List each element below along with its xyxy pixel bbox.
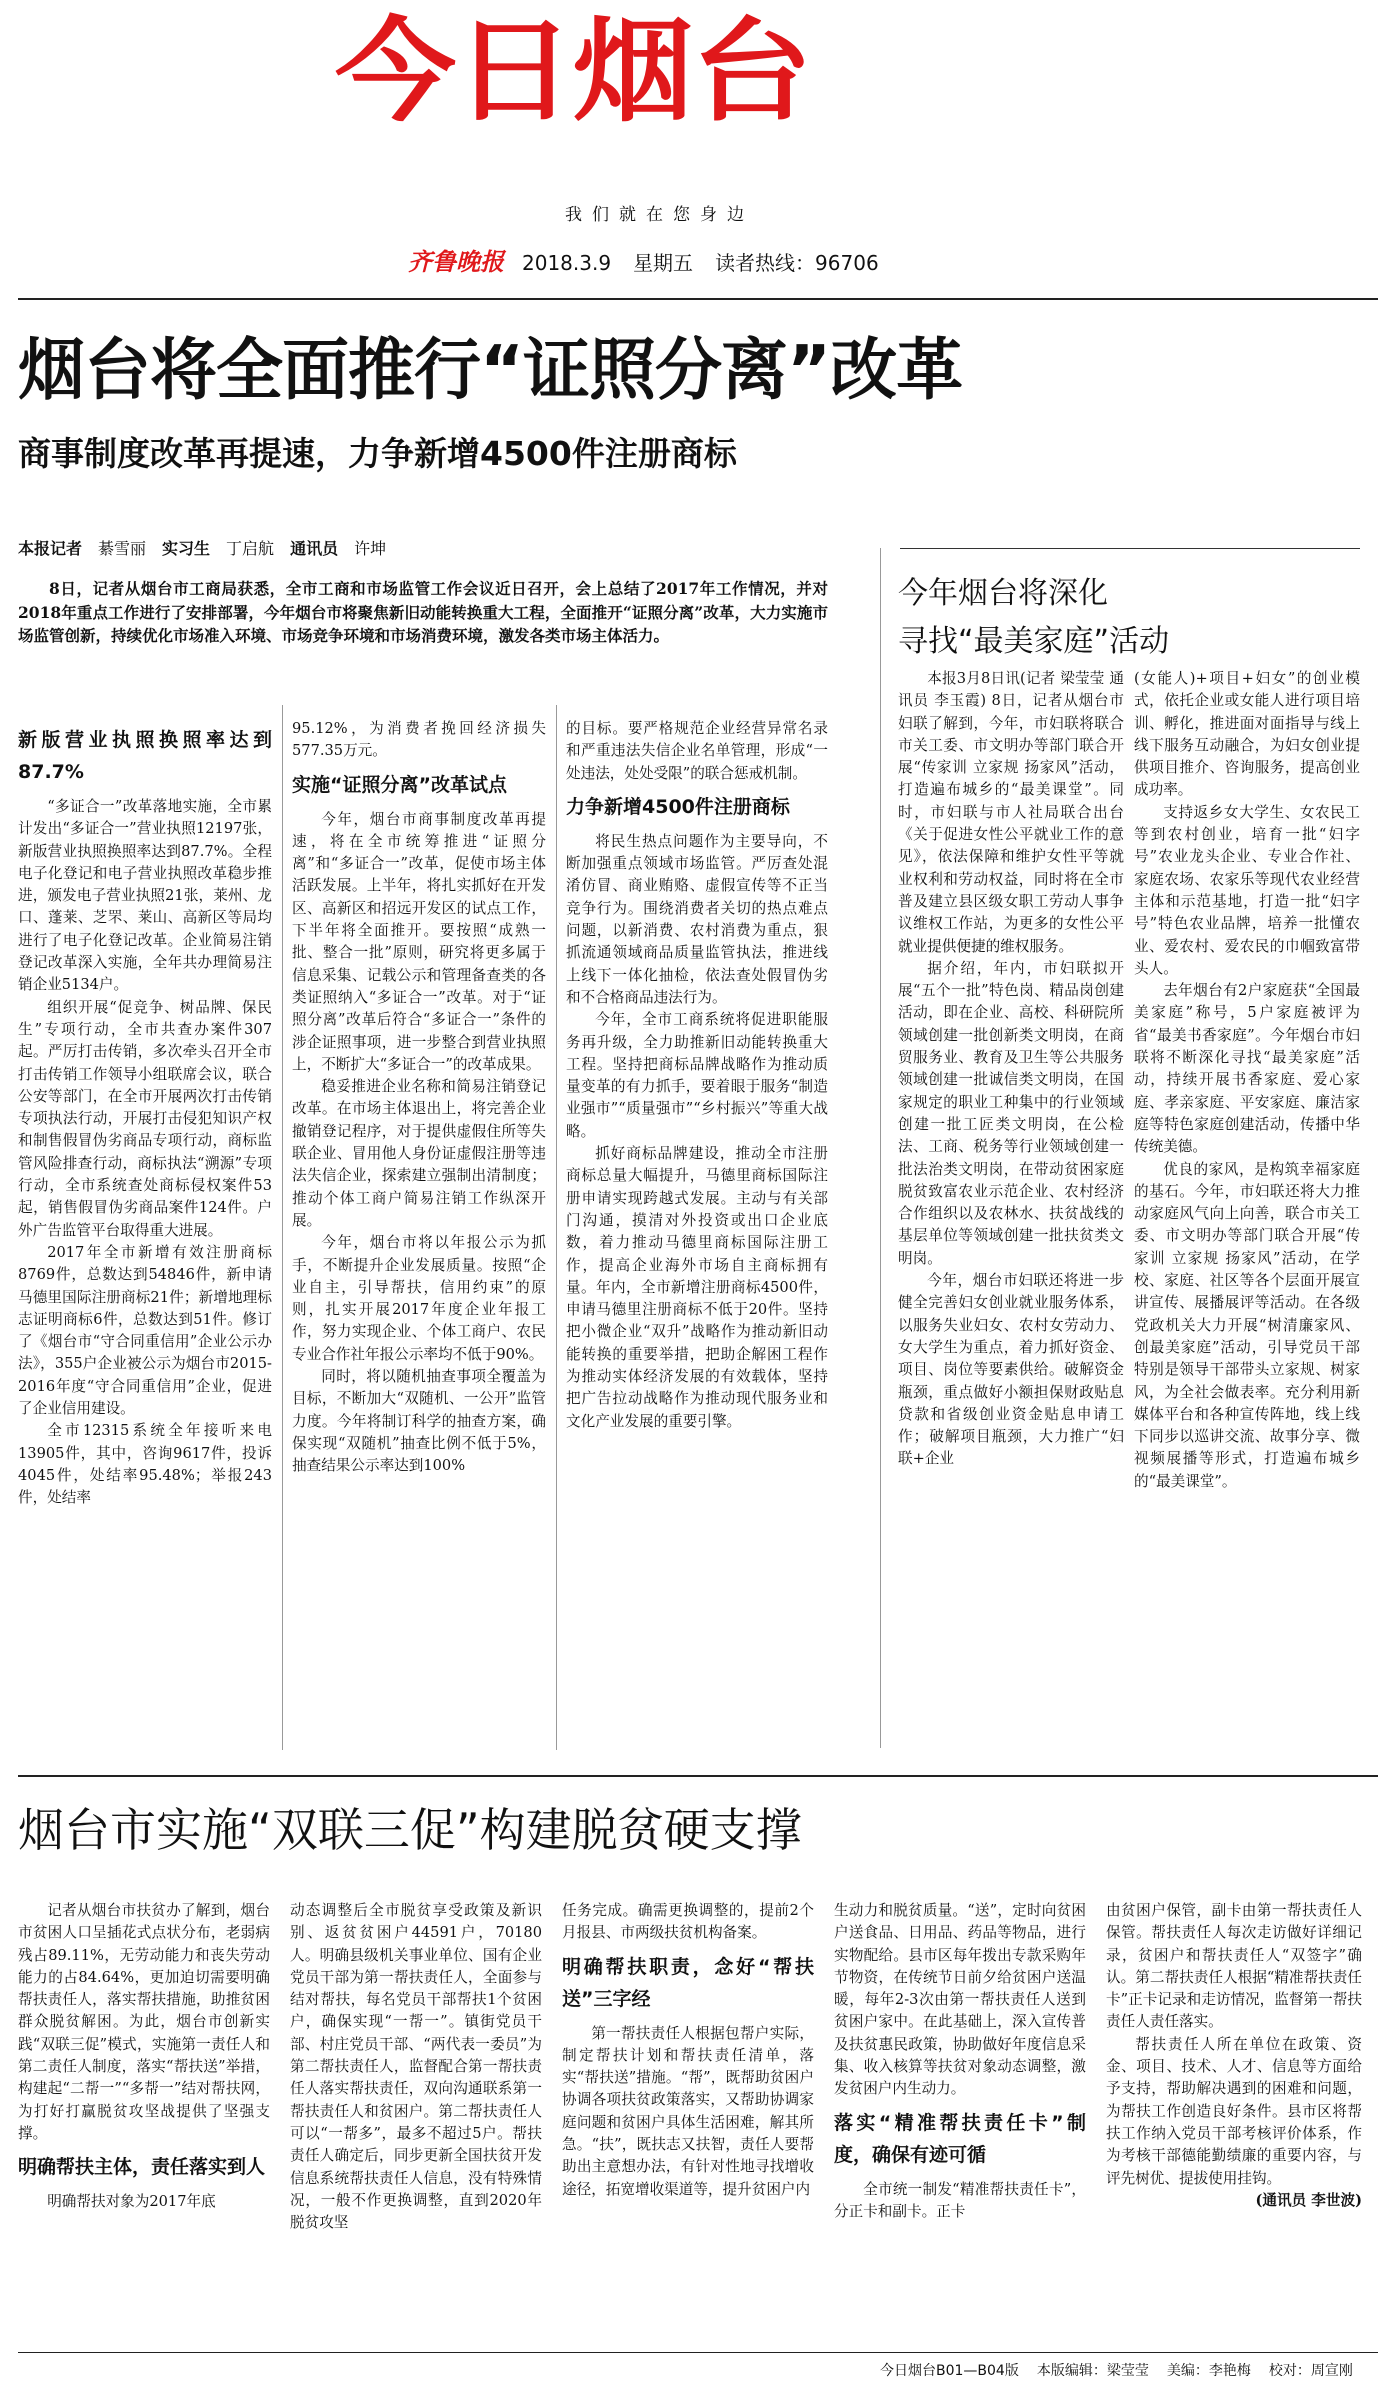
- paragraph: 组织开展“促竞争、树品牌、保民生”专项行动，全市共查办案件307起。严厉打击传销，多次牵头召开全市打击传销工作领导小组联席会议，联合公安等部门，在全市开展两次打击传销专项执法行动，开展打击侵犯知识产权和制售假冒伪劣商品专项行动，商标监管风险排查行动，商标执法“溯源”专项行动，全市系统查处商标侵权案件53起，销售假冒伪劣商品案件124件。户外广告监管平台取得重大进展。: [18, 998, 272, 1239]
- paragraph: (女能人)+项目+妇女”的创业模式，依托企业或女能人进行项目培训、孵化，推进面对面指导与线上线下服务互动融合，为妇女创业提供项目推介、咨询服务，提高创业成功率。: [1134, 670, 1360, 799]
- byline-name: 綦雪丽: [98, 539, 147, 558]
- second-column-3: [562, 1900, 814, 2345]
- lead-paragraph: 8日，记者从烟台市工商局获悉，全市工商和市场监管工作会议近日召开，会上总结了2017年工作情况，并对2018年重点工作进行了安排部署，今年烟台市将聚焦新旧动能转换重大工程，全面推开“证照分离”改革，大力实施市场监管创新，持续优化市场准入环境、市场竞争环境和市场消费环境，激发各类市场主体活力。: [18, 579, 828, 645]
- paragraph: 今年，全市工商系统将促进职能服务再升级，全力助推新旧动能转换重大工程。坚持把商标品牌战略作为推动质量变革的有力抓手，要着眼于服务“制造业强市”“质量强市”“乡村振兴”等重大战略。: [566, 1011, 828, 1140]
- paragraph: 将民生热点问题作为主要导向，不断加强重点领域市场监管。严厉查处混淆仿冒、商业贿赂、虚假宣传等不正当竞争行为。围绕消费者关切的热点难点问题，以新消费、农村消费为重点，狠抓流通领域商品质量监管执法，推进线上线下一体化抽检，依法查处假冒伪劣和不合格商品违法行为。: [566, 832, 828, 1006]
- side-headline-line2: 寻找“最美家庭”活动: [898, 624, 1170, 659]
- side-headline: [898, 570, 1368, 666]
- paragraph: 同时，将以随机抽查事项全覆盖为目标，不断加大“双随机、一公开”监管力度。今年将制订科学的抽查方案，确保实现“双随机”抽查比例不低于5%，抽查结果公示率达到100%: [292, 1368, 546, 1475]
- paragraph: 帮扶责任人所在单位在政策、资金、项目、技术、人才、信息等方面给予支持，帮助解决遇到的困难和问题，为帮扶工作创造良好条件。县市区将帮扶工作纳入党员干部考核评价体系，作为考核干部德能勤绩廉的重要内容，与评先树优、提拔使用挂钩。: [1106, 2035, 1362, 2187]
- reader-hotline: 读者热线：96706: [715, 251, 879, 275]
- byline-name: 丁启航: [226, 539, 275, 558]
- paragraph: 2017年全市新增有效注册商标8769件，总数达到54846件，新申请马德里国际注册商标21件；新增地理标志证明商标6件，总数达到51件。修订了《烟台市“守合同重信用”企业公示办法》，355户企业被公示为烟台市2015-2016年度“守合同重信用”企业，促进了企业信用建设。: [18, 1243, 272, 1418]
- main-byline: [18, 536, 402, 559]
- paragraph: 抓好商标品牌建设，推动全市注册商标总量大幅提升，马德里商标国际注册申请实现跨越式发展。主动与有关部门沟通，摸清对外投资或出口企业底数，着力推动马德里商标国际注册工作，提高企业海外市场自主商标拥有量。年内，全市新增注册商标4500件，申请马德里注册商标不低于20件。坚持把小微企业“双升”战略作为推动新旧动能转换的重要举措，把助企解困工程作为推动实体经济发展的有效载体，坚持把广告拉动战略作为推动现代服务业和文化产业发展的重要引擎。: [566, 1145, 828, 1430]
- main-lead: [18, 577, 828, 648]
- second-headline: 烟台市实施“双联三促”构建脱贫硬支撑: [18, 1803, 802, 1857]
- paper-name: 齐鲁晚报: [408, 247, 504, 276]
- paragraph: 全市12315系统全年接听来电13905件，其中，咨询9617件，投诉4045件，处结率95.48%；举报243件，处结率: [18, 1422, 272, 1507]
- second-column-4: [834, 1900, 1086, 2345]
- paragraph: 今年，烟台市商事制度改革再提速，将在全市统筹推进“证照分离”和“多证合一”改革，促使市场主体活跃发展。上半年，将扎实抓好在开发区、高新区和招远开发区的试点工作，下半年将全面推开。要按照“成熟一批、整合一批”原则，研究将更多属于信息采集、记载公示和管理备查类的各类证照纳入“多证合一”改革。对于“证照分离”改革后符合“多证合一”条件的涉企证照事项，进一步整合到营业执照上，不断扩大“多证合一”的改革成果。: [292, 810, 546, 1073]
- column-divider: [282, 705, 283, 1750]
- paragraph: 的目标。要严格规范企业经营异常名录和严重违法失信企业名单管理，形成“一处违法，处处受限”的联合惩戒机制。: [566, 720, 828, 782]
- masthead-logo: 今日烟台: [335, 7, 811, 137]
- paragraph: 稳妥推进企业名称和简易注销登记改革。在市场主体退出上，将完善企业撤销登记程序，对于提供虚假住所等失联企业、冒用他人身份证虚假注册等违法失信企业，探索建立强制出清制度；推动个体工商户简易注销工作纵深开展。: [292, 1078, 546, 1229]
- side-divider: [880, 548, 881, 1748]
- mid-divider: [18, 1775, 1378, 1777]
- paragraph: 全市统一制发“精准帮扶责任卡”，分正卡和副卡。正卡: [834, 2180, 1086, 2220]
- side-column-2: [1134, 668, 1360, 1748]
- paragraph: 今年，烟台市将以年报公示为抓手，不断提升企业发展质量。按照“企业自主，引导帮扶，信用约束”的原则，扎实开展2017年度企业年报工作，努力实现企业、个体工商户、农民专业合作社年报公示率均不低于90%。: [292, 1234, 546, 1363]
- byline-name: 许坤: [354, 539, 387, 558]
- paragraph: 由贫困户保管，副卡由第一帮扶责任人保管。帮扶责任人每次走访做好详细记录，贫困户和帮扶责任人“双签字”确认。第二帮扶责任人根据“精准帮扶责任卡”正卡记录和走访情况，监督第一帮扶责任人责任落实。: [1106, 1902, 1362, 2031]
- paragraph: 任务完成。确需更换调整的，提前2个月报县、市两级扶贫机构备案。: [562, 1902, 814, 1942]
- side-headline-line1: 今年烟台将深化: [898, 576, 1108, 611]
- footer-rule: [18, 2352, 1378, 2353]
- paragraph: 明确帮扶对象为2017年底: [47, 2193, 216, 2211]
- masthead-slogan: 我们就在您身边: [565, 205, 754, 225]
- paragraph: 支持返乡女大学生、女农民工等到农村创业，培育一批“妇字号”农业龙头企业、专业合作社、家庭农场、农家乐等现代农业经营主体和示范基地，打造一批“妇字号”特色农业品牌，培养一批懂农业、爱农村、爱农民的巾帼致富带头人。: [1134, 803, 1360, 977]
- column-divider: [556, 705, 557, 1750]
- footer-editor: 本版编辑：梁莹莹: [1036, 2363, 1149, 2379]
- main-column-3: [566, 718, 828, 1748]
- second-column-2: [290, 1900, 542, 2345]
- masthead-info: [408, 242, 901, 277]
- byline-role: 通讯员: [290, 539, 339, 558]
- paragraph: “多证合一”改革落地实施，全市累计发出“多证合一”营业执照12197张，新版营业执照换照率达到87.7%。全程电子化登记和电子营业执照改革稳步推进，颁发电子营业执照21张，莱州、龙口、蓬莱、芝罘、莱山、高新区等局均进行了电子化登记改革。企业简易注销登记改革深入实施，全年共办理简易注销企业5134户。: [18, 798, 272, 994]
- second-column-5: [1106, 1900, 1362, 2345]
- top-divider: [18, 298, 1378, 300]
- main-headline: 烟台将全面推行“证照分离”改革: [18, 331, 963, 409]
- side-column-1: [898, 668, 1124, 1748]
- paragraph: 优良的家风，是构筑幸福家庭的基石。今年，市妇联还将大力推动家庭风气向上向善，联合市关工委、市文明办等部门联合开展“传家训 立家规 扬家风”活动，在学校、家庭、社区等各个层面开展宣讲宣传、展播展评等活动。在各级党政机关大力开展“树清廉家风、创最美家庭”活动，引导党员干部特别是领导干部带头立家规、树家风，为全社会做表率。充分利用新媒体平台和各种宣传阵地，线上线下同步以巡讲交流、故事分享、微视频展播等形式，打造遍布城乡的“最美课堂”。: [1134, 1160, 1360, 1490]
- section-heading: 明确帮扶职责，念好“帮扶送”三字经: [562, 1955, 814, 2010]
- reporter-credit: (通讯员 李世波): [1255, 2191, 1362, 2209]
- paragraph: 去年烟台有2户家庭获“全国最美家庭”称号，5户家庭被评为省“最美书香家庭”。今年烟台市妇联将不断深化寻找“最美家庭”活动，持续开展书香家庭、爱心家庭、孝亲家庭、平安家庭、廉洁家庭等特色家庭创建活动，传播中华传统美德。: [1134, 982, 1360, 1156]
- main-column-1: [18, 718, 272, 1748]
- section-heading: 力争新增4500件注册商标: [566, 795, 790, 818]
- paragraph: 记者从烟台市扶贫办了解到，烟台市贫困人口呈插花式点状分布，老弱病残占89.11%，无劳动能力和丧失劳动能力的占84.64%，更加迫切需要明确帮扶责任人，落实帮扶措施，助推贫困群众脱贫解困。为此，烟台市创新实践“双联三促”模式，实施第一责任人和第二责任人制度，落实“帮扶送”举措，构建起“二帮一”“多帮一”结对帮扶网，为打好打赢脱贫攻坚战提供了坚强支撑。: [18, 1902, 270, 2142]
- footer-art: 美编：李艳梅: [1166, 2363, 1251, 2379]
- byline-role: 本报记者: [18, 539, 83, 558]
- main-column-2: [292, 718, 546, 1748]
- section-heading: 明确帮扶主体，责任落实到人: [18, 2156, 266, 2179]
- byline-role: 实习生: [162, 539, 211, 558]
- footer-pages: 今日烟台B01—B04版: [880, 2363, 1019, 2379]
- paragraph: 动态调整后全市脱贫享受政策及新识别、返贫贫困户44591户，70180人。明确县级机关事业单位、国有企业党员干部为第一帮扶责任人，全面参与结对帮扶，每名党员干部帮扶1个贫困户，确保实现“一帮一”。镇街党员干部、村庄党员干部、“两代表一委员”为第二帮扶责任人，监督配合第一帮扶责任人落实帮扶责任，双向沟通联系第一帮扶责任人和贫困户。第二帮扶责任人可以“一帮多”，最多不超过5户。帮扶责任人确定后，同步更新全国扶贫开发信息系统帮扶责任人信息，没有特殊情况，一般不作更换调整，直到2020年脱贫攻坚: [290, 1902, 542, 2232]
- paragraph: 本报3月8日讯(记者 梁莹莹 通讯员 李玉霞) 8日，记者从烟台市妇联了解到，今年，市妇联将联合市关工委、市文明办等部门联合开展“传家训 立家规 扬家风”活动，打造遍布城乡的“最美课堂”。同时，市妇联与市人社局联合出台《关于促进女性公平就业工作的意见》，依法保障和维护女性平等就业权利和劳动权益，同时将在全市普及建立县区级女职工劳动人事争议维权工作站，为更多的女性公平就业提供便捷的维权服务。: [898, 670, 1124, 955]
- section-heading: 新版营业执照换照率达到87.7%: [18, 729, 272, 783]
- footer-proof: 校对：周宣刚: [1268, 2363, 1353, 2379]
- section-heading: 落实“精准帮扶责任卡”制度，确保有迹可循: [834, 2111, 1086, 2166]
- second-column-1: [18, 1900, 270, 2345]
- issue-weekday: 星期五: [633, 251, 694, 275]
- paragraph: 据介绍，年内，市妇联拟开展“五个一批”特色岗、精品岗创建活动，即在企业、高校、科研院所领域创建一批创新类文明岗，在商贸服务业、教育及卫生等公共服务领域创建一批诚信类文明岗，在国家规定的职业工种集中的行业领域创建一批工匠类文明岗，在公检法、工商、税务等行业领域创建一批法治类文明岗，在带动贫困家庭脱贫致富农业示范企业、农村经济合作组织以及农林水、扶贫战线的基层单位等领域创建一批扶贫类文明岗。: [898, 959, 1124, 1267]
- paragraph: 第一帮扶责任人根据包帮户实际，制定帮扶计划和帮扶责任清单，落实“帮扶送”措施。“帮”，既帮助贫困户协调各项扶贫政策落实，又帮助协调家庭问题和贫困户具体生活困难，解其所急。“扶”，既扶志又扶智，责任人要帮助出主意想办法，有针对性地寻找增收途径，拓宽增收渠道等，提升贫困户内: [562, 2024, 814, 2198]
- footer-credits: [862, 2360, 1353, 2380]
- main-subheadline: 商事制度改革再提速，力争新增4500件注册商标: [18, 434, 737, 473]
- section-heading: 实施“证照分离”改革试点: [292, 773, 507, 796]
- paragraph: 95.12%，为消费者挽回经济损失577.35万元。: [292, 720, 546, 760]
- paragraph: 今年，烟台市妇联还将进一步健全完善妇女创业就业服务体系，以服务失业妇女、农村女劳动力、女大学生为重点，着力抓好资金、项目、岗位等要素供给。破解资金瓶颈，重点做好小额担保财政贴息贷款和省级创业资金贴息申请工作；破解项目瓶颈，大力推广“妇联+企业: [898, 1272, 1124, 1468]
- issue-date: 2018.3.9: [522, 251, 612, 275]
- side-top-rule: [900, 548, 1360, 549]
- paragraph: 生动力和脱贫质量。“送”，定时向贫困户送食品、日用品、药品等物品，进行实物配给。县市区每年拨出专款采购年节物资，在传统节日前夕给贫困户送温暖，每年2-3次由第一帮扶责任人送到贫困户家中。在此基础上，深入宣传普及扶贫惠民政策，协助做好年度信息采集、收入核算等扶贫对象动态调整，激发贫困户内生动力。: [834, 1902, 1086, 2098]
